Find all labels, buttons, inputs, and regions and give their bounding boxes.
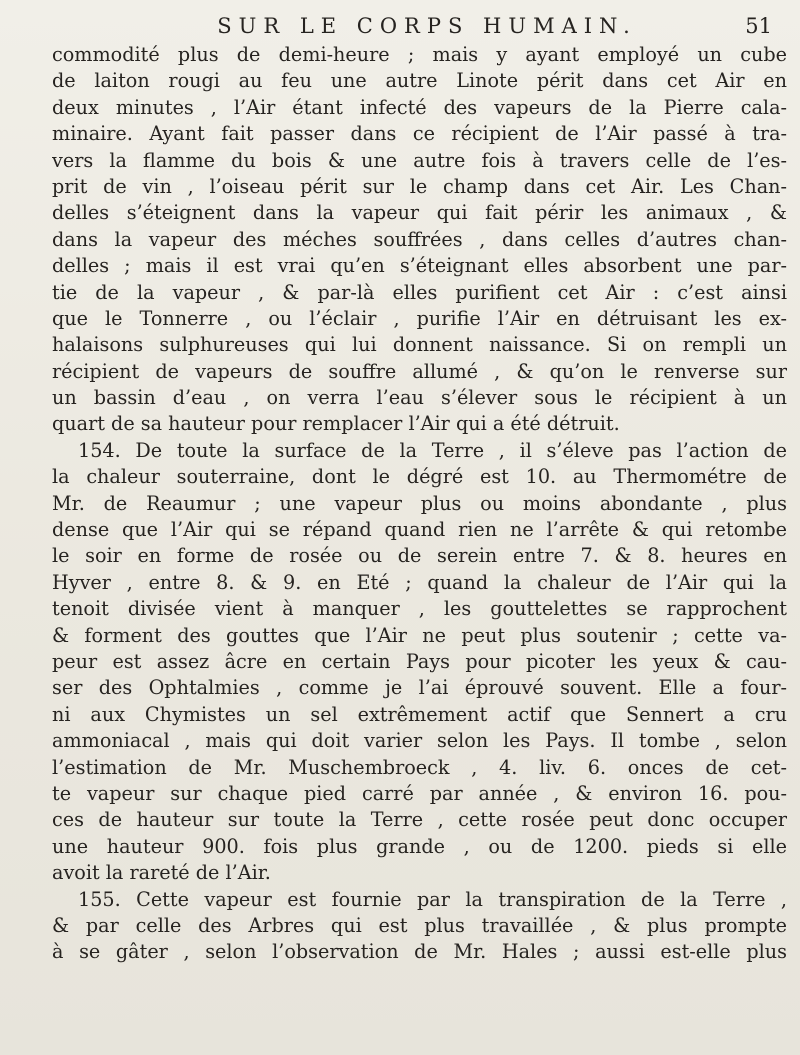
text-line: tenoit divisée vient à manquer , les gouttelettes se rapprochent (52, 597, 787, 621)
text-line: prit de vin , l’oiseau périt sur le champ dans cet Air. Les Chan- (52, 174, 787, 198)
text-line: minaire. Ayant fait passer dans ce récipient de l’Air passé à tra- (52, 122, 787, 146)
text-line: deux minutes , l’Air étant infecté des vapeurs de la Pierre cala- (52, 95, 787, 119)
text-line: dense que l’Air qui se répand quand rien ne l’arrête & qui retombe (52, 518, 787, 542)
text-line: un bassin d’eau , on verra l’eau s’élever sous le récipient à un (52, 386, 787, 410)
text-line: que le Tonnerre , ou l’éclair , purifie l’Air en détruisant les ex- (52, 306, 787, 330)
text-line: ser des Ophtalmies , comme je l’ai éprouvé souvent. Elle a four- (52, 676, 787, 700)
text-line: le soir en forme de rosée ou de serein entre 7. & 8. heures en (52, 544, 787, 568)
text-line: & par celle des Arbres qui est plus travaillée , & plus prompte (52, 913, 787, 937)
text-line: ammoniacal , mais qui doit varier selon les Pays. Il tombe , selon (52, 729, 787, 753)
text-line: dans la vapeur des méches souffrées , dans celles d’autres chan- (52, 227, 787, 251)
text-line: à se gâter , selon l’observation de Mr. Hales ; aussi est-elle plus (52, 940, 787, 964)
text-line: tie de la vapeur , & par-là elles purifient cet Air : c’est ainsi (52, 280, 787, 304)
body-text (52, 42, 787, 966)
text-line: te vapeur sur chaque pied carré par année , & environ 16. pou- (52, 781, 787, 805)
text-line: récipient de vapeurs de souffre allumé , & qu’on le renverse sur (52, 359, 787, 383)
running-head (52, 14, 772, 42)
paragraph-155-start: 155. Cette vapeur est fournie par la transpiration de la Terre , (78, 887, 787, 911)
text-line: une hauteur 900. fois plus grande , ou de 1200. pieds si elle (52, 834, 787, 858)
paragraph-154-start: 154. De toute la surface de la Terre , il s’éleve pas l’action de (78, 438, 787, 462)
text-line: commodité plus de demi-heure ; mais y ayant employé un cube (52, 43, 787, 66)
text-line: peur est assez âcre en certain Pays pour picoter les yeux & cau- (52, 649, 787, 673)
text-line: avoit la rareté de l’Air. (52, 861, 271, 885)
running-title: SUR LE CORPS HUMAIN. (217, 14, 637, 38)
text-line: ces de hauteur sur toute la Terre , cette rosée peut donc occuper (52, 808, 787, 832)
text-line: quart de sa hauteur pour remplacer l’Air qui a été détruit. (52, 412, 620, 436)
text-line: & forment des gouttes que l’Air ne peut plus soutenir ; cette va- (52, 623, 787, 647)
text-line: delles ; mais il est vrai qu’en s’éteignant elles absorbent une par- (52, 254, 787, 278)
text-line: la chaleur souterraine, dont le dégré est 10. au Thermométre de (52, 465, 787, 489)
text-line: Mr. de Reaumur ; une vapeur plus ou moins abondante , plus (52, 491, 787, 515)
text-line: vers la flamme du bois & une autre fois à travers celle de l’es- (52, 148, 787, 172)
text-line: delles s’éteignent dans la vapeur qui fait périr les animaux , & (52, 201, 787, 225)
text-line: l’estimation de Mr. Muschembroeck , 4. liv. 6. onces de cet- (52, 755, 787, 779)
text-line: de laiton rougi au feu une autre Linote périt dans cet Air en (52, 69, 787, 93)
text-line: Hyver , entre 8. & 9. en Eté ; quand la chaleur de l’Air qui la (52, 570, 787, 594)
text-line: ni aux Chymistes un sel extrêmement actif que Sennert a cru (52, 702, 787, 726)
text-line: halaisons sulphureuses qui lui donnent naissance. Si on rempli un (52, 333, 787, 357)
page-number: 51 (745, 14, 772, 38)
